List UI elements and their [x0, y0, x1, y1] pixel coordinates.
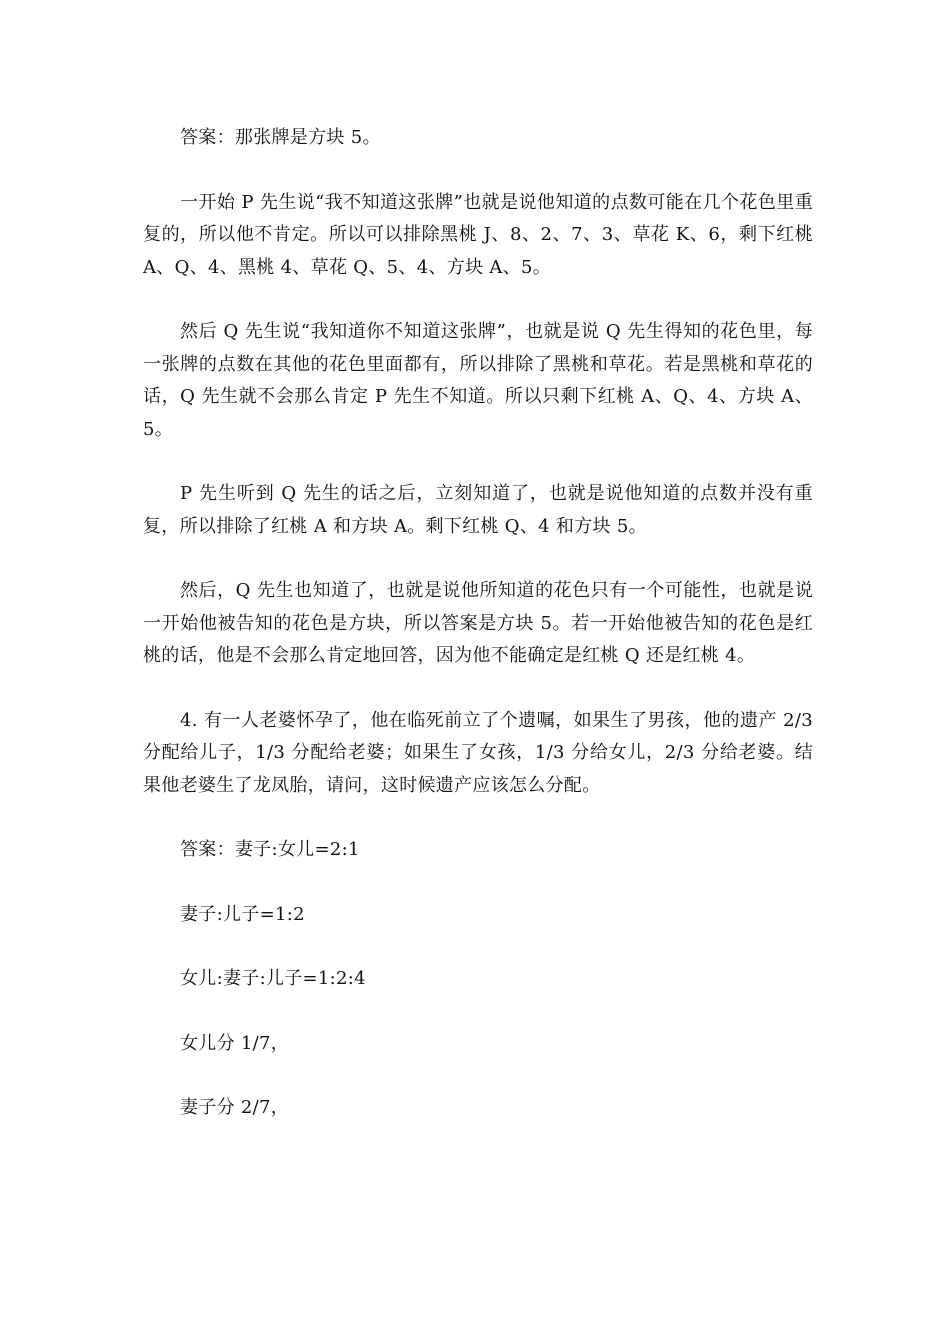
answer-share-daughter: 女儿分 1/7，: [180, 1032, 290, 1054]
document-body: [143, 122, 813, 1157]
answer-ratio-line-1: 答案：妻子:女儿=2:1: [180, 839, 360, 860]
answer-ratio-line-3: 女儿:妻子:儿子=1:2:4: [180, 968, 366, 989]
explanation-paragraph-4: 然后，Q 先生也知道了，也就是说他所知道的花色只有一个可能性，也就是说一开始他被告知的花色是方块，所以答案是方块 5。若一开始他被告知的花色是红桃的话，他是不会那么肯定地回答，因为他不能确定是红桃 Q 还是红桃 4。: [143, 580, 813, 666]
explanation-paragraph-3: P 先生听到 Q 先生的话之后，立刻知道了，也就是说他知道的点数并没有重复，所以排除了红桃 A 和方块 A。剩下红桃 Q、4 和方块 5。: [143, 483, 813, 537]
explanation-paragraph-1: 一开始 P 先生说“我不知道这张牌”也就是说他知道的点数可能在几个花色里重复的，所以他不肯定。所以可以排除黑桃 J、8、2、7、3、草花 K、6，剩下红桃 A、Q、4、黑桃 4、草花 Q、5、4、方块 A、5。: [143, 191, 813, 278]
answer-card-paragraph: 答案：那张牌是方块 5。: [180, 127, 381, 148]
answer-ratio-line-2: 妻子:儿子=1:2: [180, 903, 305, 925]
explanation-paragraph-2: 然后 Q 先生说“我知道你不知道这张牌”，也就是说 Q 先生得知的花色里，每一张牌的点数在其他的花色里面都有，所以排除了黑桃和草花。若是黑桃和草花的话，Q 先生就不会那么肯定 P 先生不知道。所以只剩下红桃 A、Q、4、方块 A、5。: [143, 321, 813, 440]
question-4-paragraph: 4. 有一人老婆怀孕了，他在临死前立了个遗嘱，如果生了男孩，他的遗产 2/3 分配给儿子，1/3 分配给老婆；如果生了女孩，1/3 分给女儿，2/3 分给老婆。结果他老婆生了龙凤胎，请问，这时候遗产应该怎么分配。: [143, 709, 813, 796]
answer-share-wife: 妻子分 2/7，: [180, 1097, 290, 1118]
